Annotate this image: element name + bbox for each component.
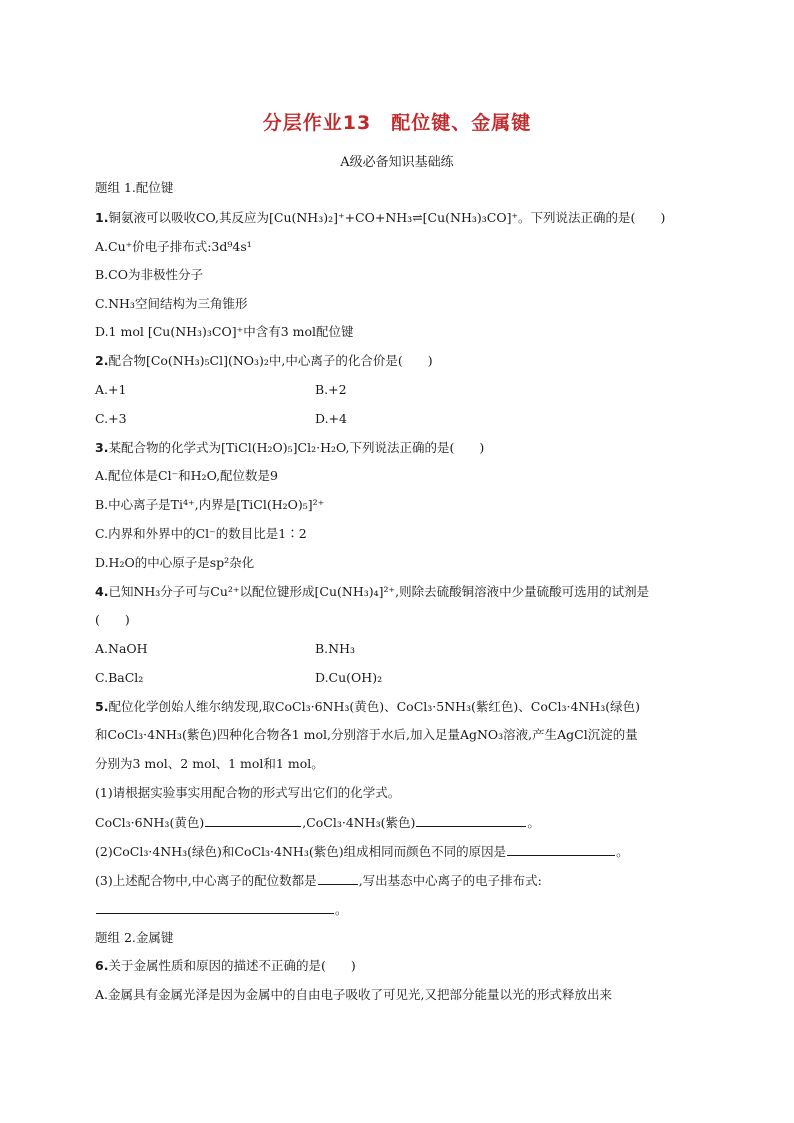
answer-blank-1[interactable] — [205, 814, 301, 827]
question-6-stem — [95, 958, 356, 974]
question-3-option-d: D.H₂O的中心原子是sp²杂化 — [95, 555, 255, 570]
question-4-option-a: A.NaOH — [95, 641, 148, 656]
question-6-text: 关于金属性质和原因的描述不正确的是( ) — [108, 958, 356, 973]
question-2-number: 2. — [95, 353, 109, 368]
question-5-sub-3-answer-line — [95, 901, 348, 918]
question-4-options-row-2 — [95, 670, 383, 686]
answer-blank-2[interactable] — [416, 814, 526, 827]
question-5-stem-line-2: 和CoCl₃·4NH₃(紫色)四种化合物各1 mol,分别溶于水后,加入足量AgNO₃溶液,产生AgCl沉淀的量 — [95, 727, 638, 742]
question-5-text-1: 配位化学创始人维尔纳发现,取CoCl₃·6NH₃(黄色)、CoCl₃·5NH₃(紫红色)、CoCl₃·4NH₃(绿色) — [108, 699, 641, 714]
question-5-stem-line-3: 分别为3 mol、2 mol、1 mol和1 mol。 — [95, 756, 324, 771]
question-5-sub-1b-label: ,CoCl₃·4NH₃(紫色) — [302, 815, 416, 830]
answer-blank-3[interactable] — [507, 843, 615, 856]
question-2-option-d: D.+4 — [315, 411, 347, 426]
question-2-text: 配合物[Co(NH₃)₅Cl](NO₃)₂中,中心离子的化合价是( ) — [108, 353, 433, 368]
question-2-stem — [95, 353, 433, 369]
period-1: 。 — [527, 815, 540, 830]
question-3-number: 3. — [95, 440, 109, 455]
question-6-number: 6. — [95, 958, 109, 973]
page-title: 分层作业13 配位键、金属键 — [262, 112, 532, 134]
question-4-option-b: B.NH₃ — [315, 641, 356, 656]
question-5-sub-1: (1)请根据实验事实用配合物的形式写出它们的化学式。 — [95, 785, 401, 800]
question-4-number: 4. — [95, 584, 109, 599]
question-4-options-row-1 — [95, 641, 356, 657]
question-2-option-a: A.+1 — [95, 382, 127, 397]
question-3-text: 某配合物的化学式为[TiCl(H₂O)₅]Cl₂·H₂O,下列说法正确的是( ) — [108, 440, 485, 455]
question-5-sub-1a-label: CoCl₃·6NH₃(黄色) — [95, 815, 205, 830]
question-6-option-a: A.金属具有金属光泽是因为金属中的自由电子吸收了可见光,又把部分能量以光的形式释放出来 — [95, 987, 612, 1002]
question-5-sub-3 — [95, 872, 542, 889]
question-5-sub-1-answers — [95, 814, 540, 831]
section-subtitle: A级必备知识基础练 — [340, 155, 454, 170]
question-3-stem — [95, 440, 484, 456]
question-4-paren: ( ) — [95, 612, 130, 627]
question-1-option-a: A.Cu⁺价电子排布式:3d⁹4s¹ — [95, 239, 252, 254]
question-4-stem — [95, 584, 649, 600]
answer-blank-4[interactable] — [318, 872, 358, 885]
group-1-heading: 题组 1.配位键 — [95, 180, 174, 195]
question-1-stem — [95, 210, 665, 226]
question-3-option-a: A.配位体是Cl⁻和H₂O,配位数是9 — [95, 468, 279, 483]
question-1-option-c: C.NH₃空间结构为三角锥形 — [95, 296, 248, 311]
period-2: 。 — [616, 844, 629, 859]
question-1-number: 1. — [95, 210, 109, 225]
question-5-stem-line-1 — [95, 699, 640, 715]
question-5-sub-3b-text: ,写出基态中心离子的电子排布式: — [358, 873, 542, 888]
question-5-sub-2-text: (2)CoCl₃·4NH₃(绿色)和CoCl₃·4NH₃(紫色)组成相同而颜色不同的原因是 — [95, 844, 507, 859]
question-5-sub-2 — [95, 843, 629, 860]
question-1-option-b: B.CO为非极性分子 — [95, 267, 203, 282]
group-2-heading: 题组 2.金属键 — [95, 930, 174, 945]
question-4-option-d: D.Cu(OH)₂ — [315, 670, 383, 685]
question-5-number: 5. — [95, 699, 109, 714]
answer-blank-5[interactable] — [96, 901, 334, 914]
question-4-text: 已知NH₃分子可与Cu²⁺以配位键形成[Cu(NH₃)₄]²⁺,则除去硫酸铜溶液中少量硫酸可选用的试剂是 — [108, 584, 650, 599]
question-1-text: 铜氨液可以吸收CO,其反应为[Cu(NH₃)₂]⁺+CO+NH₃⇌[Cu(NH₃)₃CO]⁺。下列说法正确的是( ) — [108, 210, 666, 225]
question-3-option-b: B.中心离子是Ti⁴⁺,内界是[TiCl(H₂O)₅]²⁺ — [95, 497, 325, 512]
question-2-options-row-2 — [95, 411, 347, 427]
question-2-option-b: B.+2 — [315, 382, 347, 397]
period-3: 。 — [335, 902, 348, 917]
question-2-option-c: C.+3 — [95, 411, 127, 426]
question-4-option-c: C.BaCl₂ — [95, 670, 144, 685]
question-5-sub-3-text: (3)上述配合物中,中心离子的配位数都是 — [95, 873, 317, 888]
question-2-options-row-1 — [95, 382, 347, 398]
question-1-option-d: D.1 mol [Cu(NH₃)₃CO]⁺中含有3 mol配位键 — [95, 324, 354, 339]
question-3-option-c: C.内界和外界中的Cl⁻的数目比是1∶2 — [95, 526, 307, 541]
